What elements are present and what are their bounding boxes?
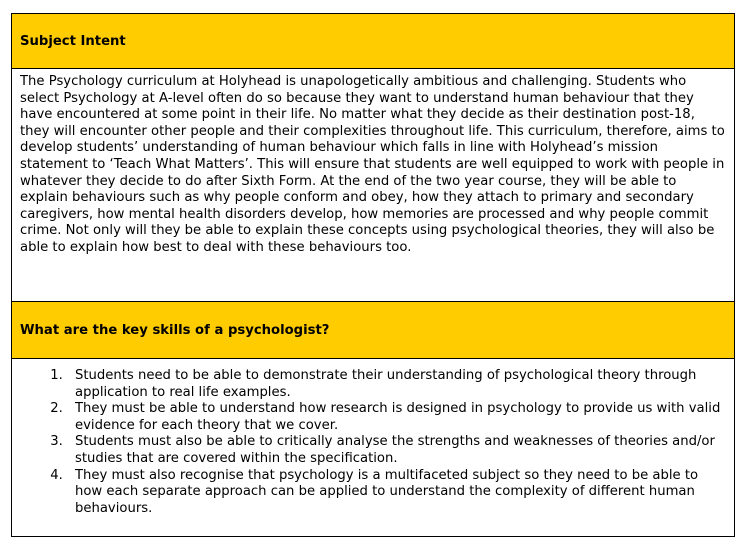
key-skills-cell bbox=[12, 359, 734, 536]
skill-item-3: 3. Students must also be able to critically analyse the strengths and weaknesses of theories and/or studies that are covered within the specification. bbox=[67, 434, 726, 467]
curriculum-table bbox=[11, 13, 735, 537]
key-skills-heading: What are the key skills of a psychologist? bbox=[20, 322, 330, 338]
subject-intent-cell bbox=[12, 69, 734, 301]
skill-item-1: 1. Students need to be able to demonstrate their understanding of psychological theory through application to real life examples. bbox=[67, 368, 726, 401]
skill-item-4: 4. They must also recognise that psychology is a multifaceted subject so they need to be able to how each separate approach can be applied to understand the complexity of different human behaviours. bbox=[67, 468, 726, 518]
key-skills-header bbox=[12, 301, 734, 359]
subject-intent-heading: Subject Intent bbox=[20, 33, 126, 49]
skill-item-2: 2. They must be able to understand how research is designed in psychology to provide us with valid evidence for each theory that we cover. bbox=[67, 401, 726, 434]
key-skills-list bbox=[20, 368, 726, 517]
subject-intent-paragraph: The Psychology curriculum at Holyhead is unapologetically ambitious and challenging. Students who select Psychology at A-level often do so because they want to understand human behaviour that they have encountered at some point in their life. No matter what they decide as their destination post-18, they will encounter other people and their complexities throughout life. This curriculum, therefore, aims to develop students’ understanding of human behaviour which falls in line with Holyhead’s mission statement to ‘Teach What Matters’. This will ensure that students are well equipped to work with people in whatever they decide to do after Sixth Form. At the end of the two year course, they will be able to explain behaviours such as why people conform and obey, how they attach to primary and secondary caregivers, how mental health disorders develop, how memories are processed and why people commit crime. Not only will they be able to explain these concepts using psychological theories, they will also be able to explain how best to deal with these behaviours too. bbox=[20, 74, 725, 255]
subject-intent-header bbox=[12, 14, 734, 69]
